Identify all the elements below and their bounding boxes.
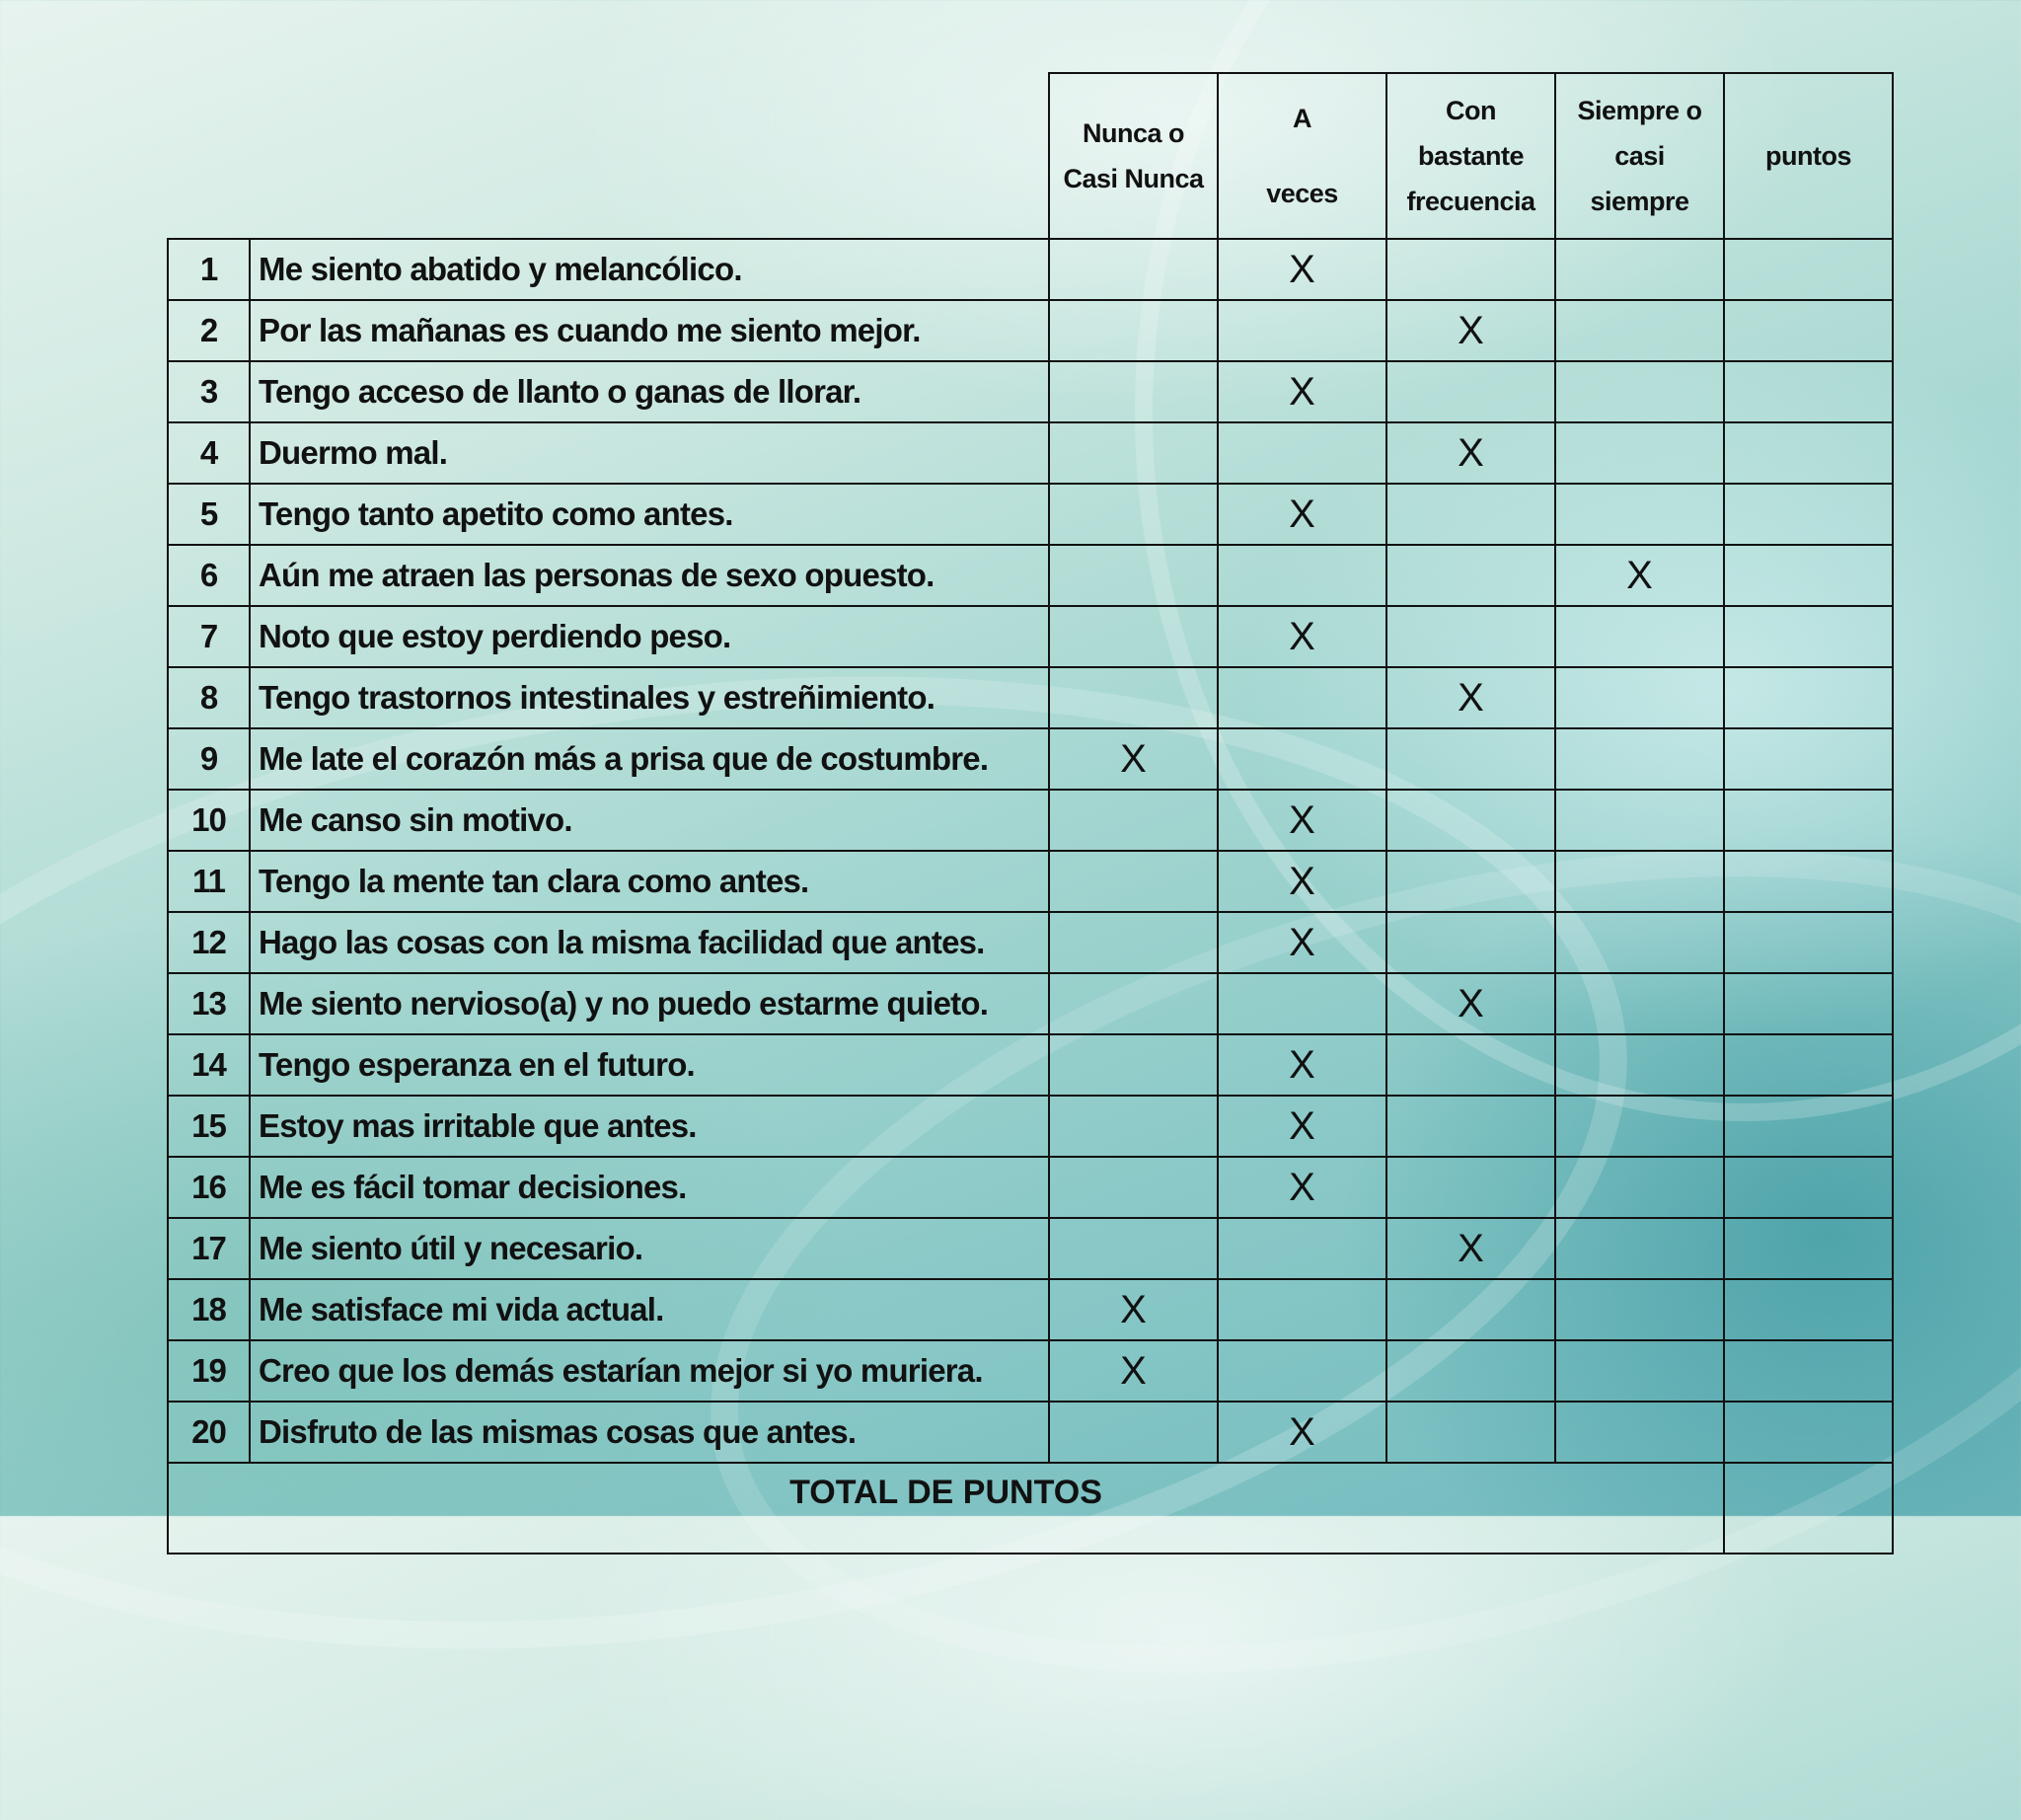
answer-mark: X xyxy=(1218,1034,1386,1096)
item-statement: Tengo trastornos intestinales y estreñimiento. xyxy=(250,667,1049,728)
item-number: 15 xyxy=(168,1096,250,1157)
answer-cell xyxy=(1386,545,1555,606)
answer-mark: X xyxy=(1218,239,1386,300)
answer-cell xyxy=(1218,973,1386,1034)
table-row xyxy=(168,239,1893,300)
answer-cell xyxy=(1386,1157,1555,1218)
answer-mark: X xyxy=(1049,1340,1218,1402)
answer-cell xyxy=(1555,1157,1724,1218)
points-cell xyxy=(1724,606,1893,667)
item-number: 13 xyxy=(168,973,250,1034)
answer-cell xyxy=(1218,1340,1386,1402)
answer-mark: X xyxy=(1218,1157,1386,1218)
points-cell xyxy=(1724,790,1893,851)
item-number: 7 xyxy=(168,606,250,667)
answer-cell xyxy=(1049,973,1218,1034)
answer-cell xyxy=(1555,1034,1724,1096)
answer-cell xyxy=(1386,851,1555,912)
answer-cell xyxy=(1049,790,1218,851)
answer-cell xyxy=(1386,484,1555,545)
answer-mark: X xyxy=(1049,728,1218,790)
answer-cell xyxy=(1049,1157,1218,1218)
answer-cell xyxy=(1555,1340,1724,1402)
points-cell xyxy=(1724,484,1893,545)
answer-mark: X xyxy=(1218,851,1386,912)
item-number: 4 xyxy=(168,422,250,484)
answer-cell xyxy=(1218,545,1386,606)
item-statement: Duermo mal. xyxy=(250,422,1049,484)
answer-mark: X xyxy=(1218,484,1386,545)
answer-cell xyxy=(1218,1279,1386,1340)
answer-mark: X xyxy=(1049,1279,1218,1340)
total-label: TOTAL DE PUNTOS xyxy=(168,1463,1724,1554)
answer-cell xyxy=(1555,300,1724,361)
answer-cell xyxy=(1218,1218,1386,1279)
table-row xyxy=(168,606,1893,667)
item-number: 3 xyxy=(168,361,250,422)
item-statement: Tengo acceso de llanto o ganas de llorar. xyxy=(250,361,1049,422)
column-header-sometimes: A veces xyxy=(1218,73,1386,239)
answer-cell xyxy=(1049,361,1218,422)
answer-mark: X xyxy=(1386,667,1555,728)
column-header-points: puntos xyxy=(1724,73,1893,239)
points-cell xyxy=(1724,973,1893,1034)
item-number: 6 xyxy=(168,545,250,606)
answer-cell xyxy=(1218,728,1386,790)
item-number: 10 xyxy=(168,790,250,851)
answer-mark: X xyxy=(1218,606,1386,667)
items-body xyxy=(168,239,1893,1463)
item-statement: Aún me atraen las personas de sexo opuesto. xyxy=(250,545,1049,606)
answer-mark: X xyxy=(1386,1218,1555,1279)
item-statement: Noto que estoy perdiendo peso. xyxy=(250,606,1049,667)
answer-cell xyxy=(1049,851,1218,912)
header-spacer xyxy=(168,73,1049,239)
item-number: 16 xyxy=(168,1157,250,1218)
column-header-frequently: Con bastante frecuencia xyxy=(1386,73,1555,239)
answer-cell xyxy=(1555,606,1724,667)
answer-cell xyxy=(1049,239,1218,300)
table-row xyxy=(168,300,1893,361)
points-cell xyxy=(1724,912,1893,973)
item-number: 19 xyxy=(168,1340,250,1402)
item-statement: Me siento útil y necesario. xyxy=(250,1218,1049,1279)
item-statement: Me siento nervioso(a) y no puedo estarme quieto. xyxy=(250,973,1049,1034)
column-header-always: Siempre o casi siempre xyxy=(1555,73,1724,239)
item-number: 12 xyxy=(168,912,250,973)
table-row xyxy=(168,361,1893,422)
answer-cell xyxy=(1386,606,1555,667)
answer-cell xyxy=(1049,1402,1218,1463)
answer-mark: X xyxy=(1218,912,1386,973)
item-statement: Estoy mas irritable que antes. xyxy=(250,1096,1049,1157)
answer-cell xyxy=(1555,484,1724,545)
answer-cell xyxy=(1386,1340,1555,1402)
item-statement: Me es fácil tomar decisiones. xyxy=(250,1157,1049,1218)
answer-cell xyxy=(1386,361,1555,422)
answer-cell xyxy=(1555,667,1724,728)
table-row xyxy=(168,851,1893,912)
points-cell xyxy=(1724,300,1893,361)
points-cell xyxy=(1724,422,1893,484)
answer-mark: X xyxy=(1218,1096,1386,1157)
answer-cell xyxy=(1555,1096,1724,1157)
answer-cell xyxy=(1049,912,1218,973)
item-number: 8 xyxy=(168,667,250,728)
column-header-never: Nunca o Casi Nunca xyxy=(1049,73,1218,239)
answer-mark: X xyxy=(1555,545,1724,606)
table-row xyxy=(168,973,1893,1034)
answer-cell xyxy=(1555,422,1724,484)
item-number: 9 xyxy=(168,728,250,790)
answer-mark: X xyxy=(1218,790,1386,851)
table-row xyxy=(168,790,1893,851)
answer-cell xyxy=(1049,300,1218,361)
table-row xyxy=(168,1279,1893,1340)
answer-cell xyxy=(1555,973,1724,1034)
item-number: 20 xyxy=(168,1402,250,1463)
points-cell xyxy=(1724,1096,1893,1157)
points-cell xyxy=(1724,1340,1893,1402)
answer-cell xyxy=(1386,728,1555,790)
answer-cell xyxy=(1555,912,1724,973)
total-row xyxy=(168,1463,1893,1554)
answer-cell xyxy=(1049,606,1218,667)
answer-cell xyxy=(1049,1034,1218,1096)
table-row xyxy=(168,728,1893,790)
answer-cell xyxy=(1555,1402,1724,1463)
table-row xyxy=(168,484,1893,545)
answer-cell xyxy=(1049,667,1218,728)
answer-cell xyxy=(1555,790,1724,851)
points-cell xyxy=(1724,667,1893,728)
answer-cell xyxy=(1555,239,1724,300)
answer-cell xyxy=(1555,361,1724,422)
answer-cell xyxy=(1218,422,1386,484)
answer-mark: X xyxy=(1218,1402,1386,1463)
table-row xyxy=(168,545,1893,606)
table-row xyxy=(168,1034,1893,1096)
answer-mark: X xyxy=(1386,422,1555,484)
answer-cell xyxy=(1555,728,1724,790)
item-number: 11 xyxy=(168,851,250,912)
answer-cell xyxy=(1049,422,1218,484)
answer-cell xyxy=(1049,1096,1218,1157)
item-statement: Hago las cosas con la misma facilidad que antes. xyxy=(250,912,1049,973)
item-statement: Por las mañanas es cuando me siento mejor. xyxy=(250,300,1049,361)
answer-cell xyxy=(1555,1279,1724,1340)
points-cell xyxy=(1724,1279,1893,1340)
points-cell xyxy=(1724,728,1893,790)
answer-cell xyxy=(1049,484,1218,545)
item-number: 18 xyxy=(168,1279,250,1340)
points-cell xyxy=(1724,361,1893,422)
answer-cell xyxy=(1386,1034,1555,1096)
answer-cell xyxy=(1386,1279,1555,1340)
table-row xyxy=(168,667,1893,728)
item-statement: Me satisface mi vida actual. xyxy=(250,1279,1049,1340)
item-statement: Tengo la mente tan clara como antes. xyxy=(250,851,1049,912)
item-statement: Disfruto de las mismas cosas que antes. xyxy=(250,1402,1049,1463)
total-points-cell xyxy=(1724,1463,1893,1554)
table-row xyxy=(168,1218,1893,1279)
answer-cell xyxy=(1555,851,1724,912)
points-cell xyxy=(1724,545,1893,606)
table-row xyxy=(168,1402,1893,1463)
table-row xyxy=(168,1157,1893,1218)
answer-cell xyxy=(1386,912,1555,973)
answer-cell xyxy=(1218,300,1386,361)
item-number: 17 xyxy=(168,1218,250,1279)
header-row xyxy=(168,73,1893,239)
points-cell xyxy=(1724,851,1893,912)
table-row xyxy=(168,1340,1893,1402)
answer-cell xyxy=(1386,790,1555,851)
item-number: 5 xyxy=(168,484,250,545)
item-number: 1 xyxy=(168,239,250,300)
table-row xyxy=(168,1096,1893,1157)
answer-cell xyxy=(1386,1402,1555,1463)
points-cell xyxy=(1724,1402,1893,1463)
answer-cell xyxy=(1218,667,1386,728)
points-cell xyxy=(1724,1218,1893,1279)
answer-cell xyxy=(1386,239,1555,300)
item-statement: Me late el corazón más a prisa que de costumbre. xyxy=(250,728,1049,790)
answer-cell xyxy=(1386,1096,1555,1157)
answer-mark: X xyxy=(1386,973,1555,1034)
answer-cell xyxy=(1049,545,1218,606)
points-cell xyxy=(1724,239,1893,300)
item-statement: Tengo esperanza en el futuro. xyxy=(250,1034,1049,1096)
depression-scale-table xyxy=(167,72,1894,1555)
answer-cell xyxy=(1049,1218,1218,1279)
table-row xyxy=(168,912,1893,973)
item-number: 2 xyxy=(168,300,250,361)
points-cell xyxy=(1724,1034,1893,1096)
item-statement: Tengo tanto apetito como antes. xyxy=(250,484,1049,545)
answer-cell xyxy=(1555,1218,1724,1279)
item-statement: Creo que los demás estarían mejor si yo muriera. xyxy=(250,1340,1049,1402)
table-row xyxy=(168,422,1893,484)
item-number: 14 xyxy=(168,1034,250,1096)
item-statement: Me canso sin motivo. xyxy=(250,790,1049,851)
item-statement: Me siento abatido y melancólico. xyxy=(250,239,1049,300)
points-cell xyxy=(1724,1157,1893,1218)
answer-mark: X xyxy=(1218,361,1386,422)
answer-mark: X xyxy=(1386,300,1555,361)
